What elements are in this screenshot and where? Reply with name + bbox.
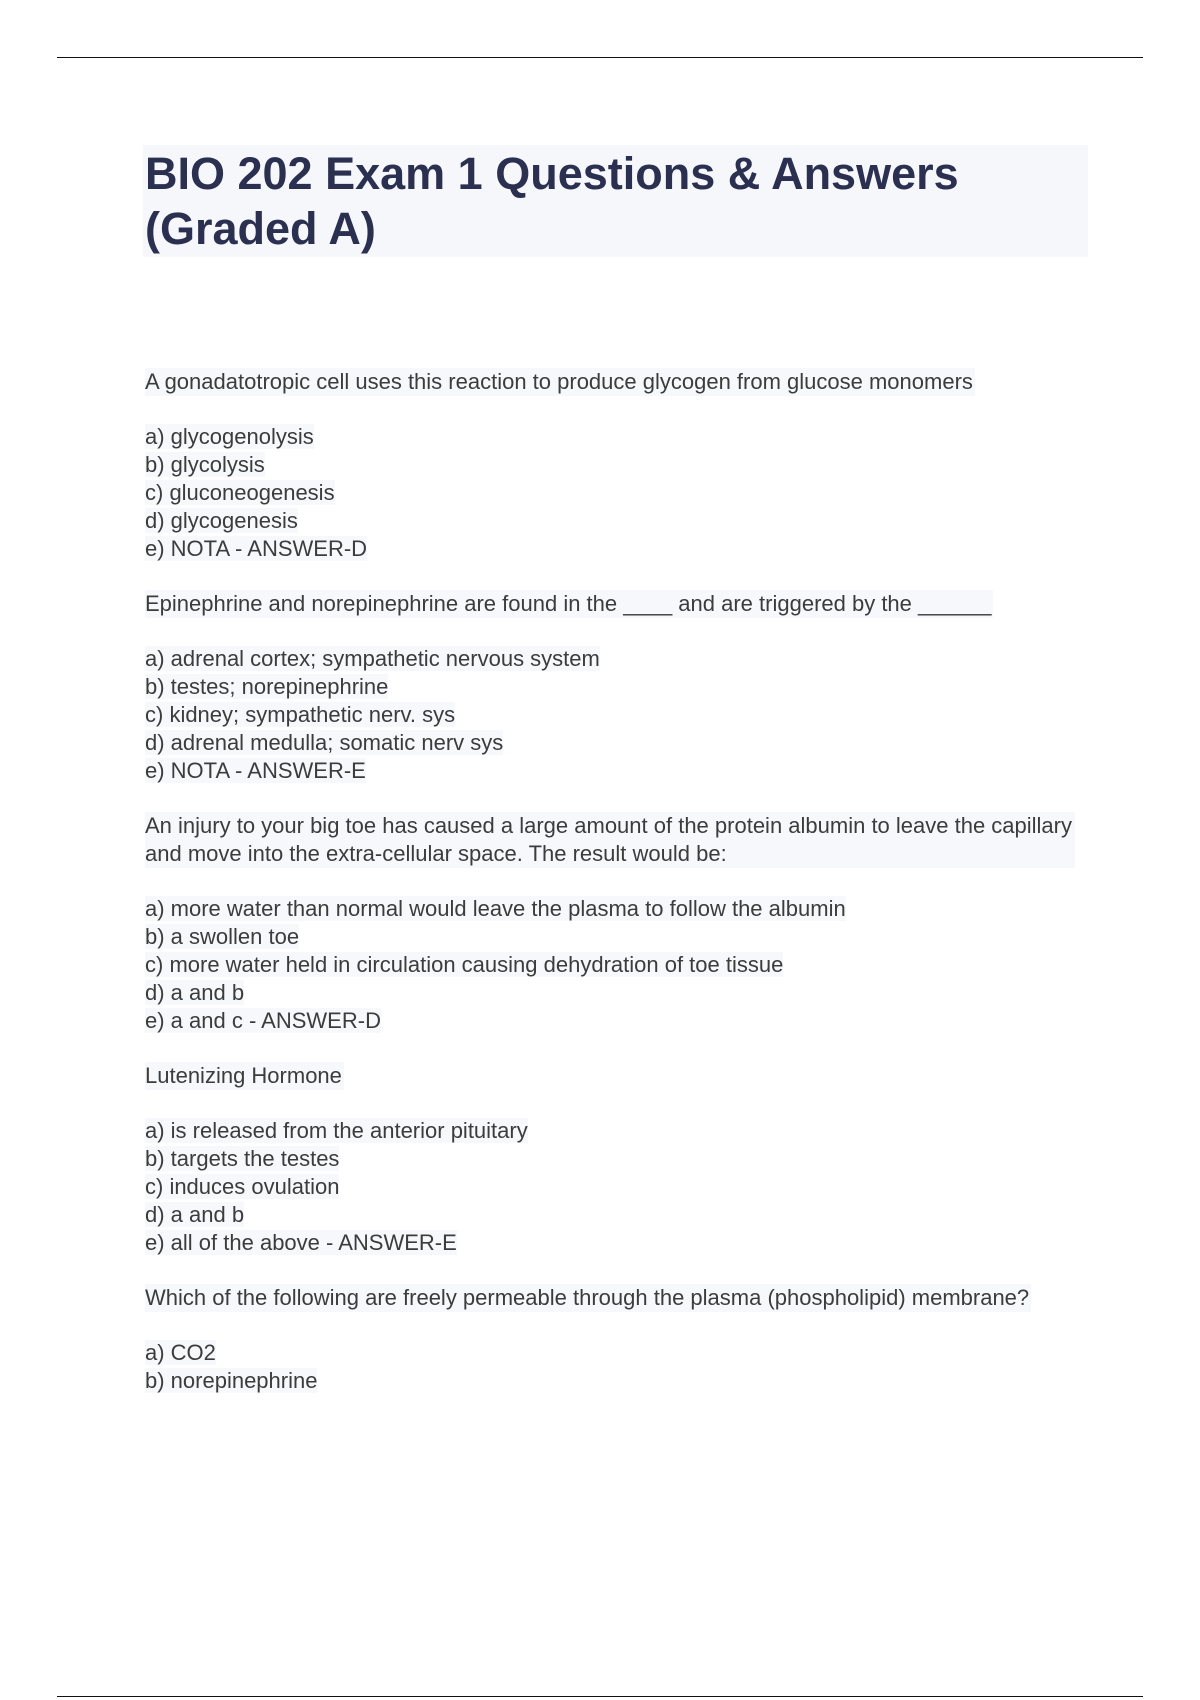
answer-option: e) NOTA - ANSWER-D — [145, 536, 368, 561]
top-divider — [57, 57, 1143, 58]
answer-option: c) more water held in circulation causing dehydration of toe tissue — [145, 952, 784, 977]
answer-option: e) all of the above - ANSWER-E — [145, 1230, 457, 1255]
answer-option: c) gluconeogenesis — [145, 480, 335, 505]
answer-option: b) targets the testes — [145, 1146, 340, 1171]
answer-option: b) testes; norepinephrine — [145, 674, 389, 699]
answer-option: d) adrenal medulla; somatic nerv sys — [145, 730, 504, 755]
answer-options — [145, 423, 1075, 563]
answer-option: d) a and b — [145, 1202, 245, 1227]
answer-options — [145, 645, 1075, 785]
answer-option: a) glycogenolysis — [145, 424, 314, 449]
answer-option: b) norepinephrine — [145, 1368, 318, 1393]
question-block — [145, 590, 1075, 785]
answer-option: c) kidney; sympathetic nerv. sys — [145, 702, 456, 727]
bottom-divider — [57, 1696, 1143, 1697]
document-title: BIO 202 Exam 1 Questions & Answers (Graded A) — [145, 148, 959, 254]
question-block — [145, 1284, 1075, 1395]
question-text: An injury to your big toe has caused a large amount of the protein albumin to leave the capillary and move into the extra-cellular space. The result would be: — [145, 812, 1075, 868]
answer-option: b) glycolysis — [145, 452, 265, 477]
answer-option: a) is released from the anterior pituitary — [145, 1118, 528, 1143]
answer-option: a) CO2 — [145, 1340, 216, 1365]
answer-option: a) adrenal cortex; sympathetic nervous system — [145, 646, 600, 671]
question-text: A gonadatotropic cell uses this reaction to produce glycogen from glucose monomers — [145, 369, 973, 394]
answer-options — [145, 1339, 1075, 1395]
question-list — [145, 368, 1075, 1422]
question-block — [145, 1062, 1075, 1257]
answer-option: e) a and c - ANSWER-D — [145, 1008, 381, 1033]
question-block — [145, 812, 1075, 1035]
answer-option: e) NOTA - ANSWER-E — [145, 758, 366, 783]
answer-option: a) more water than normal would leave the plasma to follow the albumin — [145, 896, 846, 921]
answer-option: c) induces ovulation — [145, 1174, 340, 1199]
answer-option: d) glycogenesis — [145, 508, 298, 533]
question-text: Lutenizing Hormone — [145, 1063, 342, 1088]
question-text: Epinephrine and norepinephrine are found in the ____ and are triggered by the ______ — [145, 591, 992, 616]
answer-option: b) a swollen toe — [145, 924, 300, 949]
answer-options — [145, 1117, 1075, 1257]
answer-options — [145, 895, 1075, 1035]
question-text: Which of the following are freely permeable through the plasma (phospholipid) membrane? — [145, 1285, 1030, 1310]
question-block — [145, 368, 1075, 563]
answer-option: d) a and b — [145, 980, 245, 1005]
